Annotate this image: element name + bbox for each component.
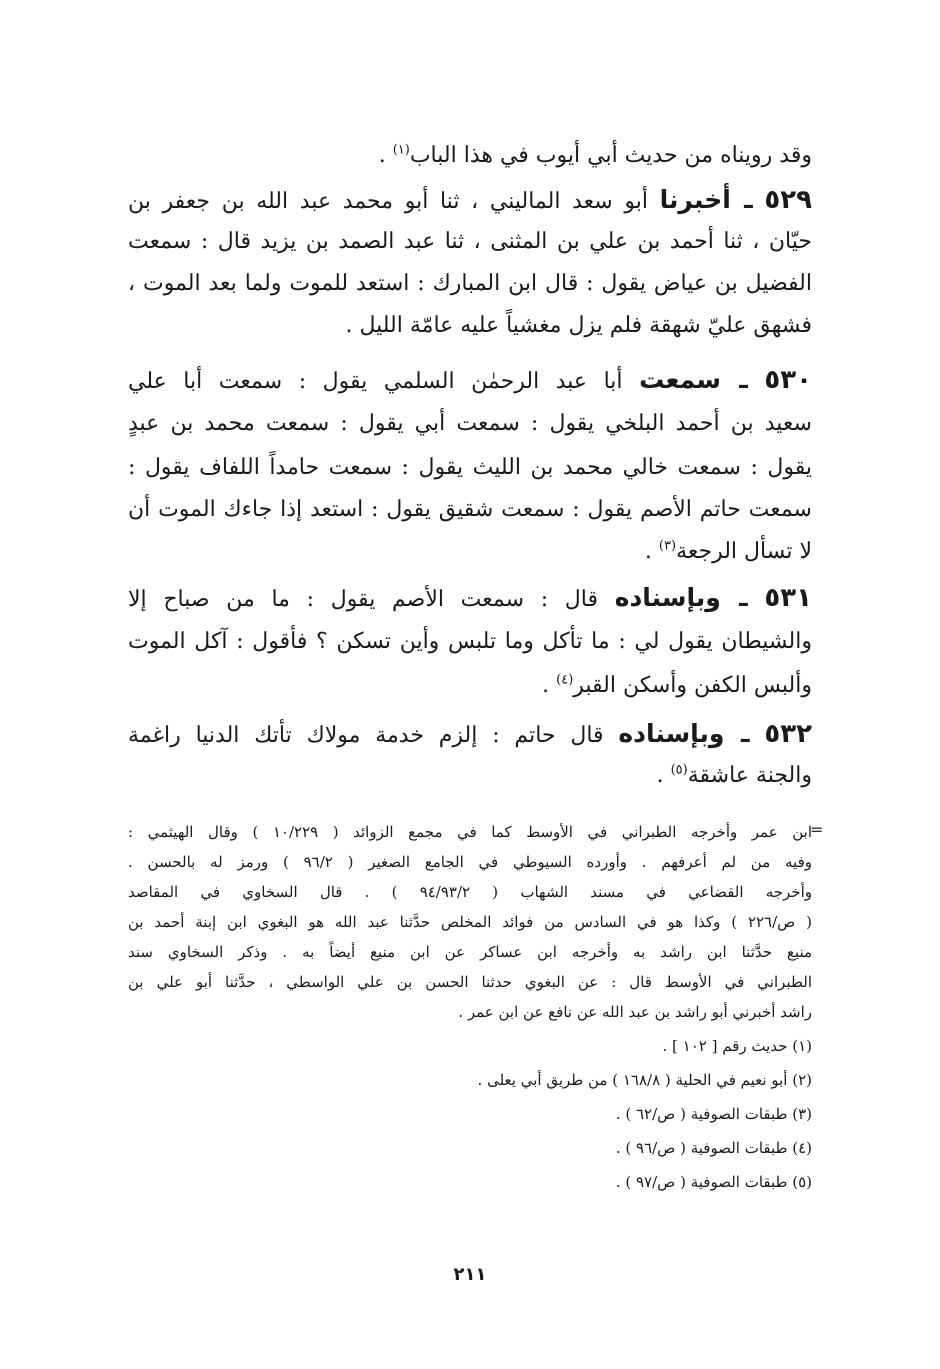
hadith-530-line-2: سعيد بن أحمد البلخي يقول : سمعت أبي يقول : سمعت محمد بن عبدٍ [128,411,812,436]
footnote-continued-line-1: ابن عمر وأخرجه الطبراني في الأوسط كما في مجمع الزوائد ( ١٠/٢٢٩ ) وقال الهيثمي : [128,823,812,841]
hadith-532-end: . [656,763,671,788]
hadith-530-line-3: يقول : سمعت خالي محمد بن الليث يقول : سمعت حامداً اللفاف يقول : [128,455,812,480]
hadith-530-text-1: أبا عبد الرحمٰن السلمي يقول : سمعت أبا علي [128,369,623,394]
footnote-1: (١) حديث رقم [ ١٠٢ ] . [662,1037,812,1055]
hadith-532-line-1 [128,714,812,754]
hadith-532-text-2: والجنة عاشقة [687,763,812,788]
hadith-531-line-2: والشيطان يقول لي : ما تأكل وما تلبس وأين تسكن ؟ فأقول : آكل الموت [128,629,812,654]
hadith-531-line-1 [128,578,812,618]
footnote-5: (٥) طبقات الصوفية ( ص/٩٧ ) . [615,1173,812,1191]
hadith-529-lead: ـ أخبرنا [659,185,753,214]
intro-line [128,136,812,176]
hadith-530-end: . [644,539,659,564]
hadith-529-line-1 [128,180,812,220]
footnote-continued-line-3: وأخرجه القضاعي في مسند الشهاب ( ٩٤/٩٣/٢ ) . قال السخاوي في المقاصد [128,883,812,901]
hadith-531-lead: ـ وبإسناده [614,583,748,612]
intro-end: . [378,143,393,168]
hadith-529-text-1: أبو سعد الماليني ، ثنا أبو محمد عبد الله بن جعفر بن [128,189,648,214]
hadith-529-line-4: فشهق عليّ شهقة فلم يزل مغشياً عليه عامّة الليل . [345,313,812,338]
hadith-531-text-3: وألبس الكفن وأسكن القبر [573,673,812,698]
hadith-530-lead: ـ سمعت [639,365,748,394]
footnote-4: (٤) طبقات الصوفية ( ص/٩٦ ) . [615,1139,812,1157]
footnote-ref-1: (١) [392,142,410,158]
hadith-number-529: ٥٢٩ [764,185,812,215]
footnote-continued-line-5: منيع حدَّثنا ابن راشد به وأخرجه ابن عساكر عن ابن منيع أيضاً به . وذكر السخاوي سند [128,943,812,961]
hadith-530-line-5 [128,532,812,572]
footnote-continued-line-2: وفيه من لم أعرفهم . وأورده السيوطي في الجامع الصغير ( ٩٦/٢ ) ورمز له بالحسن . [128,853,812,871]
hadith-532-lead: ـ وبإسناده [618,719,750,748]
hadith-530-text-5: لا تسأل الرجعة [676,539,812,564]
hadith-530-line-1 [128,360,812,400]
hadith-529-line-3: الفضيل بن عياض يقول : قال ابن المبارك : استعد للموت ولما بعد الموت ، [128,271,812,296]
hadith-532-text-1: قال حاتم : إلزم خدمة مولاك تأتك الدنيا راغمة [128,723,604,748]
hadith-532-line-2 [128,756,812,796]
page-number: ٢١١ [453,1264,487,1285]
footnote-ref-4: (٤) [556,672,574,688]
footnote-continued-line-7: راشد أخبرني أبو راشد بن عبد الله عن نافع عن ابن عمر . [458,1003,812,1021]
hadith-number-531: ٥٣١ [764,583,812,613]
footnote-continued-line-4: ( ص/٢٢٦ ) وكذا هو في السادس من فوائد المخلص حدَّثنا عبد الله هو البغوي ابن إبنة أحمد بن [128,913,812,931]
footnote-3: (٣) طبقات الصوفية ( ص/٦٢ ) . [615,1105,812,1123]
footnote-continued-line-6: الطبراني في الأوسط قال : عن البغوي حدثنا الحسن بن علي الواسطي ، حدَّثنا أبو علي بن [128,973,812,991]
hadith-530-line-4: سمعت حاتم الأصم يقول : سمعت شقيق يقول : استعد إذا جاءك الموت أن [128,497,812,522]
footnote-2: (٢) أبو نعيم في الحلية ( ١٦٨/٨ ) من طريق أبي يعلى . [477,1071,812,1089]
footnote-ref-5: (٥) [670,762,688,778]
hadith-number-530: ٥٣٠ [764,365,812,395]
footnote-ref-3: (٣) [658,538,677,554]
intro-text: وقد رويناه من حديث أبي أيوب في هذا الباب [409,143,812,168]
hadith-531-end: . [542,673,557,698]
hadith-531-text-1: قال : سمعت الأصم يقول : ما من صباح إلا [128,587,598,612]
hadith-531-line-3 [128,666,812,706]
footnote-continuation-marker: = [810,820,824,839]
hadith-number-532: ٥٣٢ [764,719,813,749]
hadith-529-line-2: حيّان ، ثنا أحمد بن علي بن المثنى ، ثنا عبد الصمد بن يزيد قال : سمعت [128,229,812,254]
